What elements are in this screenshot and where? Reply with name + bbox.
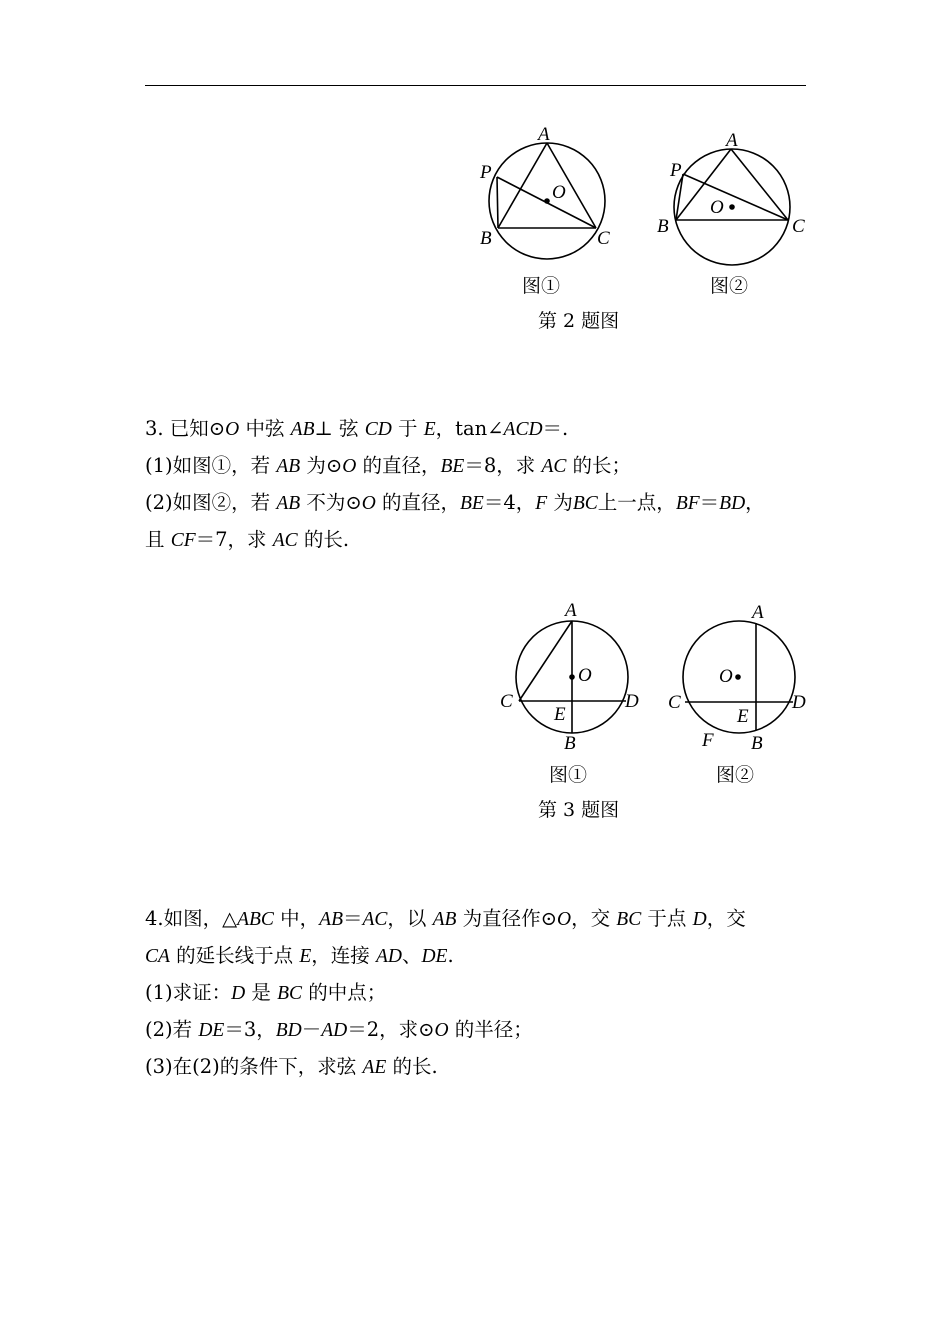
fig3-title: 第 3 题图 xyxy=(538,799,620,821)
fig3-right-label-D: D xyxy=(792,692,806,713)
q3-line-2: (1)如图①，若 AB 为⊙O 的直径，BE＝8，求 AC 的长； xyxy=(145,454,632,477)
fig2-left-label-O: O xyxy=(552,182,566,203)
fig2-title: 第 2 题图 xyxy=(538,310,620,332)
fig3-left-label-O: O xyxy=(578,665,592,686)
fig3-diagram xyxy=(490,596,820,756)
fig3-right-label-A: A xyxy=(752,602,764,623)
fig3-right-caption: 图② xyxy=(716,764,755,786)
fig2-left-label-A: A xyxy=(538,124,550,145)
q3-line-3: (2)如图②，若 AB 不为⊙O 的直径，BE＝4，F 为BC上一点，BF＝BD， xyxy=(145,491,765,514)
fig3-right-label-F: F xyxy=(702,730,714,751)
q4-line-4: (2)若 DE＝3，BD－AD＝2，求⊙O 的半径； xyxy=(145,1018,533,1041)
fig3-left-label-B: B xyxy=(564,733,576,754)
q4-line-1: 4.如图，△ABC 中，AB＝AC，以 AB 为直径作⊙O，交 BC 于点 D，交 xyxy=(145,907,746,930)
fig2-right-label-P: P xyxy=(670,160,682,181)
fig2-right-label-C: C xyxy=(792,216,805,237)
fig2-left-center-dot xyxy=(544,198,550,204)
fig2-left-label-P: P xyxy=(480,162,492,183)
q4-line-2: CA 的延长线于点 E，连接 AD、DE. xyxy=(145,944,454,967)
fig3-right-label-C: C xyxy=(668,692,681,713)
fig3-left-label-D: D xyxy=(625,691,639,712)
fig2-left-label-C: C xyxy=(597,228,610,249)
fig3-left-label-C: C xyxy=(500,691,513,712)
q4-line-5: (3)在(2)的条件下，求弦 AE 的长. xyxy=(145,1055,438,1078)
fig3-left-label-A: A xyxy=(565,600,577,621)
fig3-right-label-B: B xyxy=(751,733,763,754)
fig2-right-caption: 图② xyxy=(710,275,749,297)
fig2-right-label-O: O xyxy=(710,197,724,218)
fig2-left-caption: 图① xyxy=(522,275,561,297)
fig3-right-label-O: O xyxy=(719,666,733,687)
problem-4 xyxy=(145,900,746,1085)
fig3-left-caption: 图① xyxy=(549,764,588,786)
fig2-left-label-B: B xyxy=(480,228,492,249)
fig3-left-label-E: E xyxy=(554,704,566,725)
q3-line-1: 3. 已知⊙O 中弦 AB⊥ 弦 CD 于 E，tan∠ACD＝. xyxy=(145,417,569,440)
q3-line-4: 且 CF＝7，求 AC 的长. xyxy=(145,528,350,551)
fig3-right-center-dot xyxy=(735,674,741,680)
fig2-right-label-A: A xyxy=(726,130,738,151)
fig3-right-label-E: E xyxy=(737,706,749,727)
fig2-right-label-B: B xyxy=(657,216,669,237)
header-rule xyxy=(145,85,806,86)
fig2-right-center-dot xyxy=(729,204,735,210)
problem-3 xyxy=(145,410,765,558)
q4-line-3: (1)求证：D 是 BC 的中点； xyxy=(145,981,387,1004)
fig3-left-center-dot xyxy=(569,674,575,680)
